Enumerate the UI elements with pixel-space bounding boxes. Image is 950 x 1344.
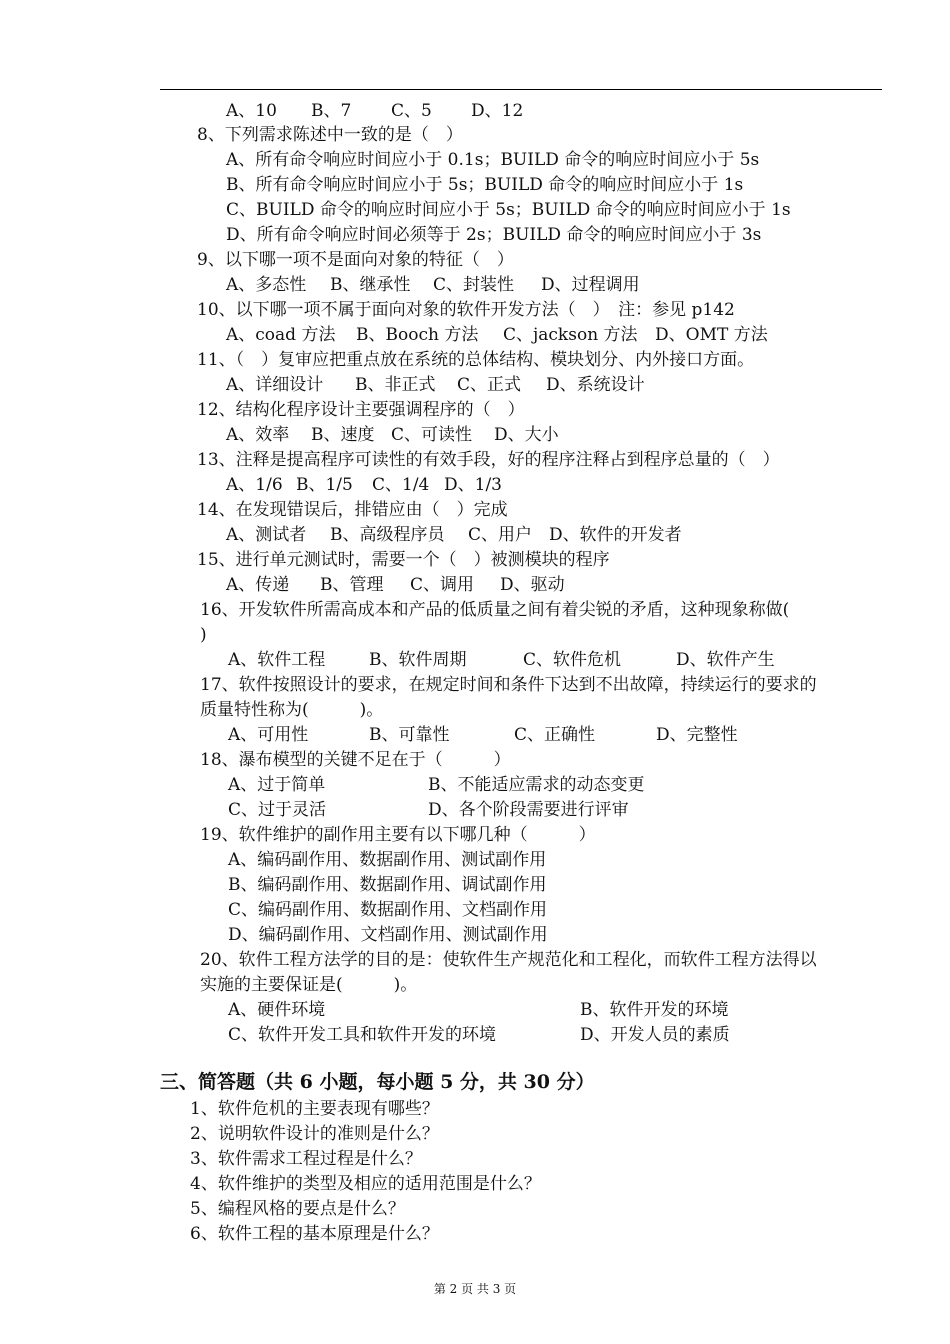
q7-option-b: B、7 bbox=[311, 101, 352, 121]
q11-stem: 11、（ ）复审应把重点放在系统的总体结构、模块划分、内外接口方面。 bbox=[197, 350, 755, 370]
q9-option-d: D、过程调用 bbox=[541, 275, 640, 295]
q17-stem-line2: 质量特性称为( )。 bbox=[200, 700, 384, 720]
q18-option-b: B、不能适应需求的动态变更 bbox=[428, 775, 645, 795]
q11-option-d: D、系统设计 bbox=[546, 375, 645, 395]
q12-option-a: A、效率 bbox=[226, 425, 290, 445]
q8-option-d: D、所有命令响应时间必须等于 2s；BUILD 命令的响应时间应小于 3s bbox=[226, 225, 762, 245]
q19-stem: 19、软件维护的副作用主要有以下哪几种（ ） bbox=[200, 825, 596, 845]
short-answer-item: 2、说明软件设计的准则是什么？ bbox=[190, 1124, 439, 1144]
q17-option-b: B、可靠性 bbox=[369, 725, 450, 745]
q9-stem: 9、以下哪一项不是面向对象的特征（ ） bbox=[197, 250, 514, 270]
q11-option-b: B、非正式 bbox=[355, 375, 436, 395]
q9-option-b: B、继承性 bbox=[330, 275, 411, 295]
q10-option-b: B、Booch 方法 bbox=[356, 325, 479, 345]
q12-option-c: C、可读性 bbox=[391, 425, 473, 445]
q14-stem: 14、在发现错误后，排错应由（ ）完成 bbox=[197, 500, 508, 520]
q16-stem-line1: 16、开发软件所需高成本和产品的低质量之间有着尖锐的矛盾，这种现象称做( bbox=[200, 600, 790, 620]
page-footer: 第 2 页 共 3 页 bbox=[433, 1282, 517, 1296]
q20-option-d: D、开发人员的素质 bbox=[580, 1025, 730, 1045]
q18-option-c: C、过于灵活 bbox=[228, 800, 327, 820]
q8-option-a: A、所有命令响应时间应小于 0.1s；BUILD 命令的响应时间应小于 5s bbox=[226, 150, 760, 170]
short-answer-item: 3、软件需求工程过程是什么？ bbox=[190, 1149, 422, 1169]
q14-option-d: D、软件的开发者 bbox=[549, 525, 682, 545]
short-answer-item: 1、软件危机的主要表现有哪些？ bbox=[190, 1099, 439, 1119]
q19-option-d: D、编码副作用、文档副作用、测试副作用 bbox=[228, 925, 548, 945]
q20-stem-line2: 实施的主要保证是( )。 bbox=[200, 975, 418, 995]
q15-option-a: A、传递 bbox=[226, 575, 290, 595]
q10-option-c: C、jackson 方法 bbox=[503, 325, 638, 345]
q15-option-b: B、管理 bbox=[320, 575, 384, 595]
q12-option-d: D、大小 bbox=[494, 425, 559, 445]
q11-option-c: C、正式 bbox=[457, 375, 522, 395]
q19-option-b: B、编码副作用、数据副作用、调试副作用 bbox=[228, 875, 547, 895]
q17-option-c: C、正确性 bbox=[514, 725, 596, 745]
q20-stem-line1: 20、软件工程方法学的目的是：使软件生产规范化和工程化，而软件工程方法得以 bbox=[200, 950, 817, 970]
q20-option-b: B、软件开发的环境 bbox=[580, 1000, 729, 1020]
q13-option-b: B、1/5 bbox=[296, 475, 353, 495]
section-title-short-answer: 三、简答题（共 6 小题，每小题 5 分，共 30 分） bbox=[160, 1071, 595, 1093]
q10-option-d: D、OMT 方法 bbox=[655, 325, 768, 345]
q17-option-a: A、可用性 bbox=[228, 725, 309, 745]
q20-option-a: A、硬件环境 bbox=[228, 1000, 326, 1020]
short-answer-item: 5、编程风格的要点是什么？ bbox=[190, 1199, 405, 1219]
q10-option-a: A、coad 方法 bbox=[226, 325, 336, 345]
q7-option-c: C、5 bbox=[391, 101, 432, 121]
short-answer-item: 4、软件维护的类型及相应的适用范围是什么？ bbox=[190, 1174, 541, 1194]
q15-option-d: D、驱动 bbox=[500, 575, 565, 595]
q16-option-b: B、软件周期 bbox=[369, 650, 467, 670]
header-rule bbox=[160, 89, 882, 90]
q16-option-d: D、软件产生 bbox=[676, 650, 775, 670]
q14-option-a: A、测试者 bbox=[226, 525, 307, 545]
q7-option-d: D、12 bbox=[471, 101, 524, 121]
q16-stem-line2: ) bbox=[200, 625, 207, 645]
q18-stem: 18、瀑布模型的关键不足在于（ ） bbox=[200, 750, 511, 770]
short-answer-item: 6、软件工程的基本原理是什么？ bbox=[190, 1224, 439, 1244]
q9-option-c: C、封装性 bbox=[433, 275, 515, 295]
q15-stem: 15、进行单元测试时，需要一个（ ）被测模块的程序 bbox=[197, 550, 610, 570]
q12-stem: 12、结构化程序设计主要强调程序的（ ） bbox=[197, 400, 525, 420]
q13-stem: 13、注释是提高程序可读性的有效手段，好的程序注释占到程序总量的（ ） bbox=[197, 450, 780, 470]
q13-option-d: D、1/3 bbox=[444, 475, 502, 495]
q10-stem: 10、以下哪一项不属于面向对象的软件开发方法（ ） 注：参见 p142 bbox=[197, 300, 735, 320]
q19-option-c: C、编码副作用、数据副作用、文档副作用 bbox=[228, 900, 548, 920]
q18-option-d: D、各个阶段需要进行评审 bbox=[428, 800, 629, 820]
q8-stem: 8、下列需求陈述中一致的是（ ） bbox=[197, 125, 463, 145]
q16-option-c: C、软件危机 bbox=[523, 650, 622, 670]
q12-option-b: B、速度 bbox=[311, 425, 375, 445]
q11-option-a: A、详细设计 bbox=[226, 375, 324, 395]
q14-option-c: C、用户 bbox=[468, 525, 533, 545]
q17-option-d: D、完整性 bbox=[656, 725, 738, 745]
q19-option-a: A、编码副作用、数据副作用、测试副作用 bbox=[228, 850, 547, 870]
q8-option-b: B、所有命令响应时间应小于 5s；BUILD 命令的响应时间应小于 1s bbox=[226, 175, 744, 195]
q13-option-a: A、1/6 bbox=[226, 475, 283, 495]
q16-option-a: A、软件工程 bbox=[228, 650, 326, 670]
q20-option-c: C、软件开发工具和软件开发的环境 bbox=[228, 1025, 497, 1045]
q7-option-a: A、10 bbox=[226, 101, 277, 121]
q8-option-c: C、BUILD 命令的响应时间应小于 5s；BUILD 命令的响应时间应小于 1s bbox=[226, 200, 791, 220]
q9-option-a: A、多态性 bbox=[226, 275, 307, 295]
q17-stem-line1: 17、软件按照设计的要求，在规定时间和条件下达到不出故障，持续运行的要求的 bbox=[200, 675, 817, 695]
q13-option-c: C、1/4 bbox=[372, 475, 430, 495]
q15-option-c: C、调用 bbox=[410, 575, 475, 595]
q14-option-b: B、高级程序员 bbox=[330, 525, 445, 545]
q18-option-a: A、过于简单 bbox=[228, 775, 326, 795]
